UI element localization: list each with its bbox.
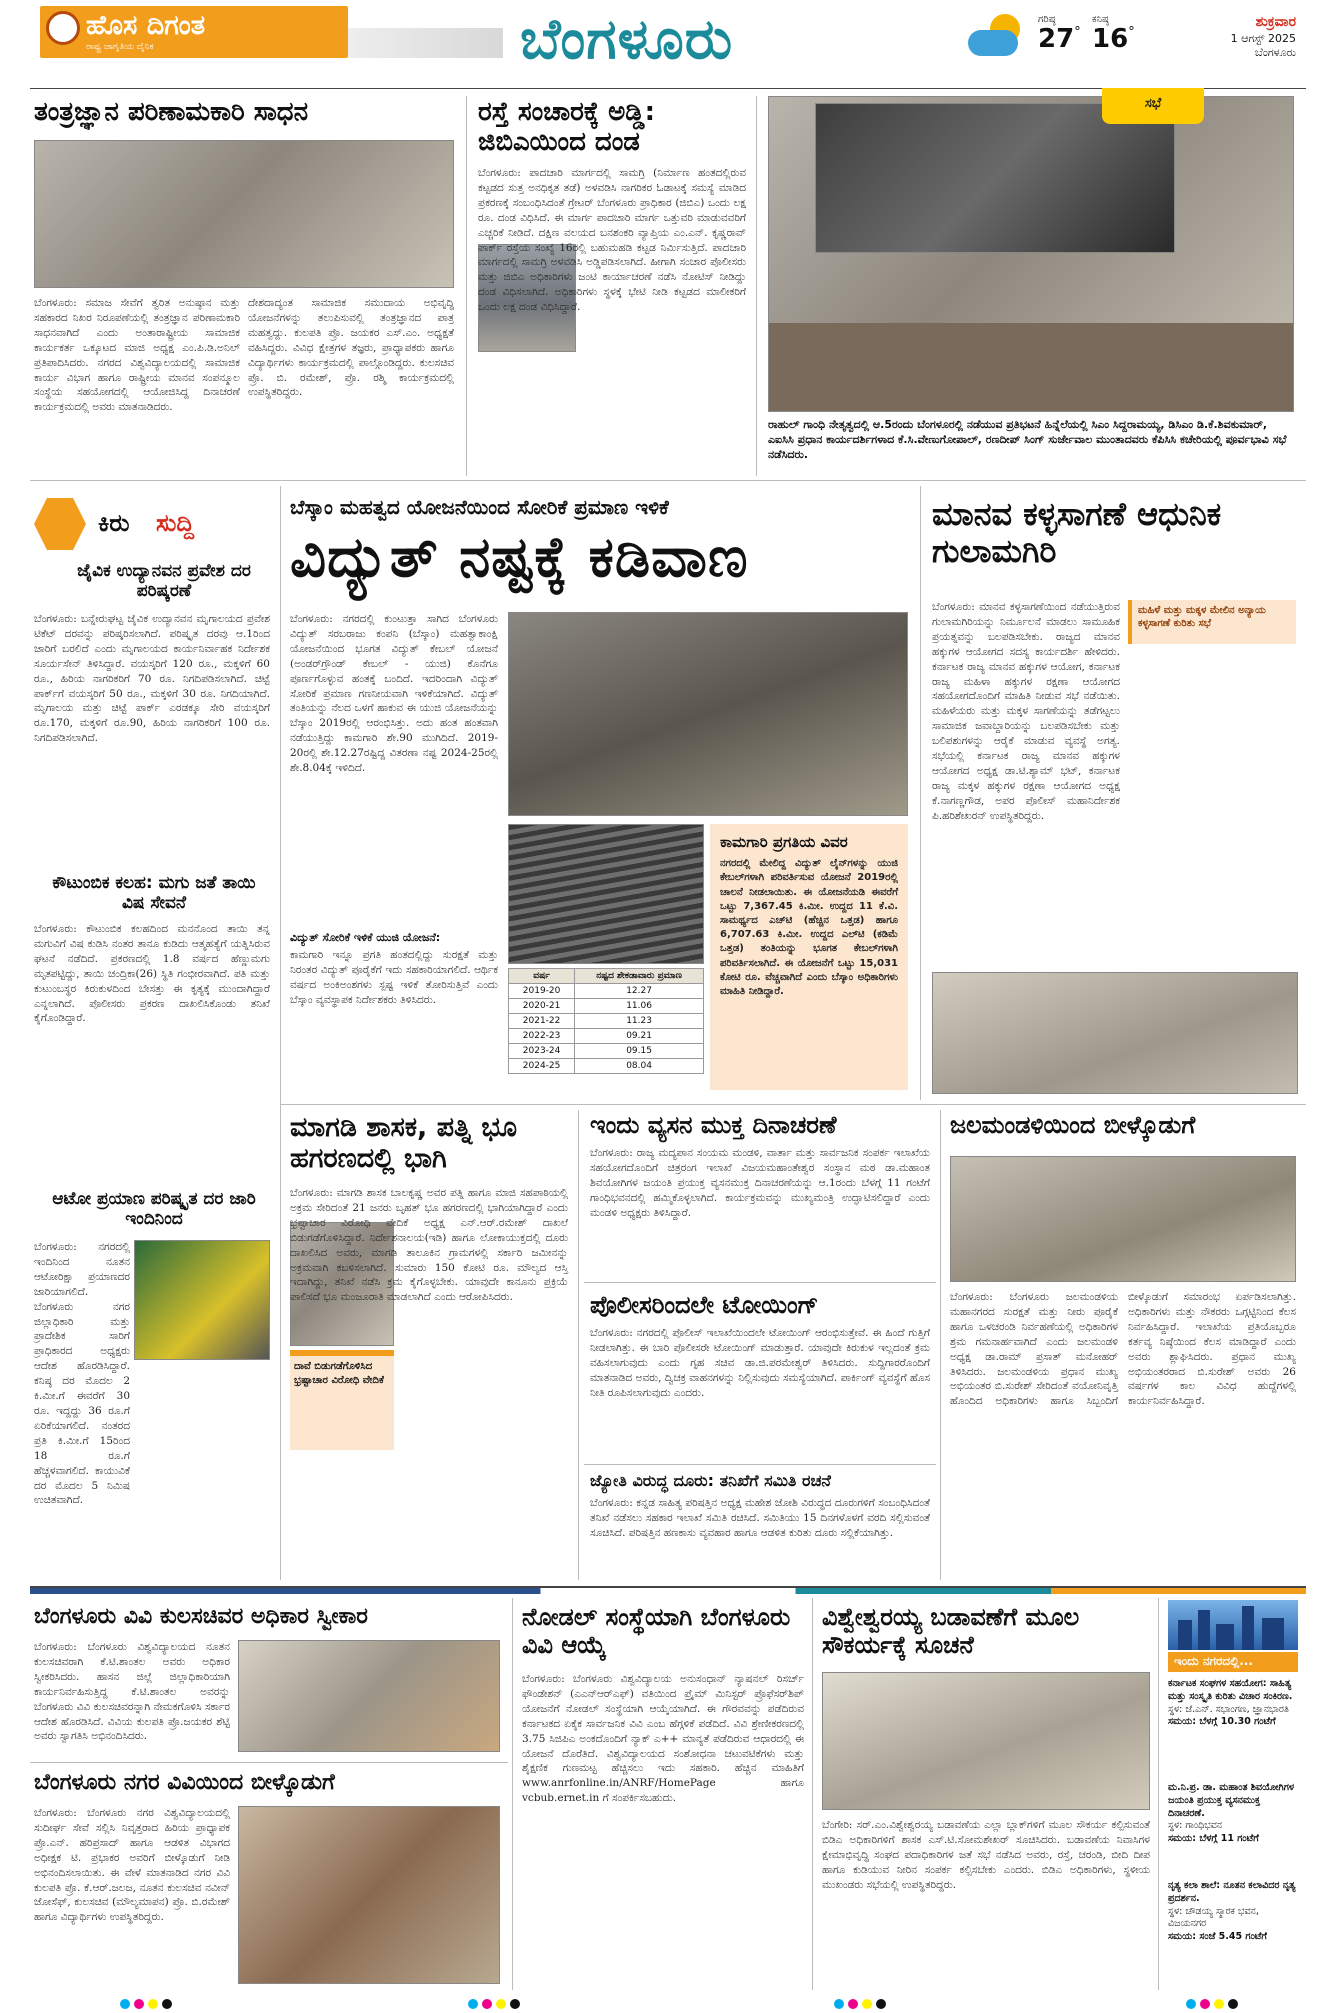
table-cell: 2021-22 [509,1014,575,1029]
meeting-hall-photo [932,972,1298,1094]
brief-headline: ಜೈವಿಕ ಉದ್ಯಾನವನ ಪ್ರವೇಶ ದರ ಪರಿಷ್ಕರಣೆ [77,561,251,601]
table-row [509,1044,704,1059]
city-skyline-icon [1168,1600,1298,1650]
table-row [509,1014,704,1029]
logo [40,6,348,58]
body: ಬೆಂಗಳೂರು: ಬೆಂಗಳೂರು ಜಲಮಂಡಳಿಯ ಮಹಾನಗರದ ಸುರಕ್ಷತೆ ಮತ್ತು ನೀರು ಪೂರೈಕೆ ಹಾಗೂ ಒಳಚರಂಡಿ ನಿರ್ವಹಣೆಯಲ್ಲಿ ಅಧಿಕಾರಿಗಳ ಶ್ರಮ ಗಮನಾರ್ಹವಾಗಿದೆ ಎಂದು ಜಲಮಂಡಳಿ ಅಧ್ಯಕ್ಷ ಡಾ.ರಾಮ್ ಪ್ರಸಾತ್ ಮನೋಹರ್ ತಿಳಿಸಿದರು. ಜಲಮಂಡಳಿಯ ಪ್ರಧಾನ ಮುಖ್ಯ ಅಭಿಯಂತರ ಬಿ.ಸುರೇಶ್ ಸೇರಿದಂತೆ ವಯೋನಿವೃತ್ತಿ ಹೊಂದಿದ ಅಧಿಕಾರಿಗಳು ಹಾಗೂ ಸಿಬ್ಬಂದಿಗೆ ಬೀಳ್ಕೊಡುಗೆ ಸಮಾರಂಭ ಏರ್ಪಡಿಸಲಾಗಿತ್ತು. ಅಧಿಕಾರಿಗಳು ಮತ್ತು ನೌಕರರು ಒಗ್ಗಟ್ಟಿನಿಂದ ಕೆಲಸ ನಿರ್ವಹಿಸಿದ್ದಾರೆ. ಇಲಾಖೆಯ ಪ್ರತಿಯೊಬ್ಬರೂ ಕರ್ತವ್ಯ ನಿಷ್ಠೆಯಿಂದ ಕೆಲಸ ಮಾಡಿದ್ದಾರೆ ಎಂದು ಅವರು ಶ್ಲಾಘಿಸಿದರು. ಪ್ರಧಾನ ಮುಖ್ಯ ಅಭಿಯಂತರರಾದ ಬಿ.ಸುರೇಶ್ ಅವರು 26 ವರ್ಷಗಳ ಕಾಲ ವಿವಿಧ ಹುದ್ದೆಗಳಲ್ಲಿ ಕಾರ್ಯನಿರ್ವಹಿಸಿದ್ದಾರೆ. [950,1291,1296,1408]
table-cell: 12.27 [575,984,704,999]
headline: ನೋಡಲ್ ಸಂಸ್ಥೆಯಾಗಿ ಬೆಂಗಳೂರು ವಿವಿ ಆಯ್ಕೆ [522,1603,791,1659]
table-row [509,984,704,999]
table-cell: 09.21 [575,1029,704,1044]
body: ಕಾಮಗಾರಿ ಇನ್ನೂ ಪ್ರಗತಿ ಹಂತದಲ್ಲಿದ್ದು ಸುರಕ್ಷತೆ ಮತ್ತು ನಿರಂತರ ವಿದ್ಯುತ್ ಪೂರೈಕೆಗೆ ಇದು ಸಹಕಾರಿಯಾಗಲಿದೆ. ಆರ್ಥಿಕ ವರ್ಷದ ಅಂಕಿಅಂಶಗಳು ಸ್ಪಷ್ಟ ಇಳಿಕೆ ತೋರಿಸುತ್ತಿವೆ ಎಂದು ಬೆಸ್ಕಾಂ ವ್ಯವಸ್ಥಾಪಕ ನಿರ್ದೇಶಕರು ತಿಳಿಸಿದರು. [290,949,498,1006]
weather-max: ಗರಿಷ್ಠ 27° [1038,14,1081,54]
weather-max-label: ಗರಿಷ್ಠ [1038,14,1056,25]
body-cont [400,1224,568,1578]
brief-body: ಬೆಂಗಳೂರು: ಕೌಟುಂಬಿಕ ಕಲಹದಿಂದ ಮನನೊಂದ ತಾಯಿ ತನ್ನ ಮಗುವಿಗೆ ವಿಷ ಕುಡಿಸಿ ನಂತರ ತಾನೂ ಕುಡಿದು ಆತ್ಮಹತ್ಯೆಗೆ ಯತ್ನಿಸಿರುವ ಘಟನೆ ನಡೆದಿದೆ. ಪ್ರಕರಣದಲ್ಲಿ 1.8 ವರ್ಷದ ಹೆಣ್ಣುಮಗು ಮೃತಪಟ್ಟಿದ್ದು, ತಾಯಿ ಚಂದ್ರಿಕಾ(26) ಸ್ಥಿತಿ ಗಂಭೀರವಾಗಿದೆ. ಪತಿ ಮತ್ತು ಕುಟುಂಬಸ್ಥರ ಕಿರುಕುಳದಿಂದ ಬೇಸತ್ತು ಈ ಕೃತ್ಯಕ್ಕೆ ಮುಂದಾಗಿದ್ದಾರೆ ಎನ್ನಲಾಗಿದೆ. ಪೊಲೀಸರು ಪ್ರಕರಣ ದಾಖಲಿಸಿಕೊಂಡು ತನಿಖೆ ಕೈಗೊಂಡಿದ್ದಾರೆ. [34,923,270,1025]
weekday: ಶುಕ್ರವಾರ [1255,14,1296,30]
brief-body: ಬೆಂಗಳೂರು: ಬನ್ನೇರುಘಟ್ಟ ಜೈವಿಕ ಉದ್ಯಾನವನ ಮೃಗಾಲಯದ ಪ್ರವೇಶ ಟಿಕೆಟ್ ದರವನ್ನು ಪರಿಷ್ಕರಿಸಲಾಗಿದೆ. ಪರಿಷ್ಕೃತ ದರವು ಆ.1ರಿಂದ ಜಾರಿಗೆ ಬರಲಿದೆ ಎಂದು ಮೃಗಾಲಯದ ಕಾರ್ಯನಿರ್ವಾಹಕ ನಿರ್ದೇಶಕ ಸೂರ್ಯಸೇನ್ ತಿಳಿಸಿದ್ದಾರೆ. ವಯಸ್ಕರಿಗೆ 120 ರೂ., ಮಕ್ಕಳಿಗೆ 60 ರೂ., ಹಿರಿಯ ನಾಗರಿಕರಿಗೆ 70 ರೂ. ನಿಗದಿಪಡಿಸಲಾಗಿದೆ. ಚಿಟ್ಟೆ ಪಾರ್ಕ್‌ಗೆ ವಯಸ್ಕರಿಗೆ 50 ರೂ., ಮಕ್ಕಳಿಗೆ 30 ರೂ. ನಿಗದಿಯಾಗಿದೆ. ಮೃಗಾಲಯ ಮತ್ತು ಚಿಟ್ಟೆ ಪಾರ್ಕ್ ಎರಡಕ್ಕೂ ಸೇರಿ ವಯಸ್ಕರಿಗೆ ರೂ.170, ಮಕ್ಕಳಿಗೆ ರೂ.90, ಹಿರಿಯ ನಾಗರಿಕರಿಗೆ 100 ರೂ. ನಿಗದಿಪಡಿಸಲಾಗಿದೆ. [34,613,270,745]
table-cell: 09.15 [575,1044,704,1059]
logo-text: ಹೊಸ ದಿಗಂತ [86,10,206,41]
table-cell: 2020-21 [509,999,575,1014]
loss-table [508,968,704,1074]
body: ಬೆಂಗಳೂರು: ಸಮಾಜ ಸೇವೆಗೆ ತ್ವರಿತ ಅನುಷ್ಠಾನ ಮತ್ತು ಸಹಕಾರದ ನಿಖರ ನಿರೂಪಣೆಯಲ್ಲಿ ತಂತ್ರಜ್ಞಾನ ಪರಿಣಾಮಕಾರಿ ಸಾಧನವಾಗಿದೆ ಎಂದು ಅಂತಾರಾಷ್ಟ್ರೀಯ ಸಾಮಾಜಿಕ ಕಾರ್ಯಕರ್ತ ಒಕ್ಕೂಟದ ಮಾಜಿ ಅಧ್ಯಕ್ಷ ಎಂ.ಪಿ.ಡಿ.ಅನಿಲ್ ಪ್ರತಿಪಾದಿಸಿದರು. ನಗರದ ವಿಶ್ವವಿದ್ಯಾಲಯದಲ್ಲಿ ಸಾಮಾಜಿಕ ಕಾರ್ಯ ವಿಭಾಗ ಹಾಗೂ ರಾಷ್ಟ್ರೀಯ ಮಾನವ ಸಂಪನ್ಮೂಲ ಸಂಸ್ಥೆಯ ಸಹಯೋಗದಲ್ಲಿ ಆಯೋಜಿಸಿದ್ದ ದಿನಾಚರಣೆ ಕಾರ್ಯಕ್ರಮದಲ್ಲಿ ಅವರು ಮಾತನಾಡಿದರು. [34,297,240,414]
farewell-photo [950,1156,1296,1282]
body: ಬೆಂಗಳೂರು: ಮಾನವ ಕಳ್ಳಸಾಗಣೆಯಿಂದ ನಡೆಯುತ್ತಿರುವ ಗುಲಾಮಗಿರಿಯನ್ನು ನಿರ್ಮೂಲನೆ ಮಾಡಲು ಸಾಮೂಹಿಕ ಪ್ರಯತ್ನವನ್ನು ಬಲಪಡಿಸಬೇಕು. ರಾಜ್ಯದ ಮಾನವ ಹಕ್ಕುಗಳ ಆಯೋಗದ ಸದಸ್ಯ ಕಾರ್ಯದರ್ಶಿ ಹೇಳಿದರು. ಕರ್ನಾಟಕ ರಾಜ್ಯ ಮಾನವ ಹಕ್ಕುಗಳ ಆಯೋಗ, ಕರ್ನಾಟಕ ರಾಜ್ಯ ಮಹಿಳಾ ಹಕ್ಕುಗಳ ರಕ್ಷಣಾ ಆಯೋಗದ ಸಹಯೋಗದೊಂದಿಗೆ ಮಾಹಿತಿ ನೀಡುವ ಸಭೆ ನಡೆಯಿತು. ಮಹಿಳೆಯರು ಮತ್ತು ಮಕ್ಕಳ ಸಾಗಣೆಯನ್ನು ತಡೆಗಟ್ಟಲು ಸಾಮಾಜಿಕ ಜವಾಬ್ದಾರಿಯನ್ನು ಬಲಪಡಿಸಬೇಕು ಮತ್ತು ಬಲಿಪಶುಗಳನ್ನು ಆರೈಕೆ ಮಾಡುವ ವ್ಯವಸ್ಥೆ ಅಗತ್ಯ. ಸಭೆಯಲ್ಲಿ ಕರ್ನಾಟಕ ರಾಜ್ಯ ಮಾನವ ಹಕ್ಕುಗಳ ಆಯೋಗದ ಅಧ್ಯಕ್ಷ ಡಾ.ಟಿ.ಶ್ಯಾಮ್ ಭಟ್, ಕರ್ನಾಟಕ ರಾಜ್ಯ ಮಕ್ಕಳ ಹಕ್ಕುಗಳ ರಕ್ಷಣಾ ಆಯೋಗದ ಅಧ್ಯಕ್ಷ ಕೆ.ನಾಗಣ್ಣಗೌಡ, ಅಪರ ಪೊಲೀಸ್ ಮಹಾನಿರ್ದೇಶಕ ಪಿ.ಹರಿಶೇಖರನ್ ಉಪಸ್ಥಿತರಿದ್ದರು. [932,601,1120,822]
events-title: ಇಂದು ನಗರದಲ್ಲಿ... [1168,1652,1298,1672]
layout-meeting-photo [822,1672,1150,1810]
masthead [0,0,1334,88]
weather-min: ಕನಿಷ್ಠ 16° [1092,14,1135,54]
headline: ವಿಶ್ವೇಶ್ವರಯ್ಯ ಬಡಾವಣೆಗೆ ಮೂಲ ಸೌಕರ್ಯಕ್ಕೆ ಸೂಚನೆ [822,1603,1080,1659]
table-row [509,1029,704,1044]
body: ಬೆಂಗಳೂರು: ಬೆಂಗಳೂರು ವಿಶ್ವವಿದ್ಯಾಲಯದ ನೂತನ ಕುಲಸಚಿವರಾಗಿ ಕೆ.ಟಿ.ಶಾಂತಲ ಅವರು ಅಧಿಕಾರ ಸ್ವೀಕರಿಸಿದರು. ಹಾಸನ ಜಿಲ್ಲೆ ಜಿಲ್ಲಾಧಿಕಾರಿಯಾಗಿ ಕಾರ್ಯನಿರ್ವಹಿಸುತ್ತಿದ್ದ ಕೆ.ಟಿ.ಶಾಂತಲ ಅವರನ್ನು ಬೆಂಗಳೂರು ವಿವಿ ಕುಲಸಚಿವರನ್ನಾಗಿ ನೇಮಕಗೊಳಿಸಿ ಸರ್ಕಾರ ಆದೇಶ ಹೊರಡಿಸಿದೆ. ವಿವಿಯ ಕುಲಪತಿ ಪ್ರೊ.ಜಯಕರ ಶೆಟ್ಟಿ ಅವರು ಸ್ವಾಗತಿಸಿ ಅಭಿನಂದಿಸಿದರು. [34,1641,230,1743]
brief-headline: ಆಟೋ ಪ್ರಯಾಣ ಪರಿಷ್ಕೃತ ದರ ಜಾರಿ ಇಂದಿನಿಂದ [52,1189,256,1229]
box-body: ನಗರದಲ್ಲಿ ಮೇಲಿದ್ದ ವಿದ್ಯುತ್ ಲೈನ್‌ಗಳನ್ನು ಯುಜಿ ಕೇಬಲ್‌ಗಳಾಗಿ ಪರಿವರ್ತಿಸುವ ಯೋಜನೆ 2019ರಲ್ಲಿ ಚಾಲನೆ ನೀಡಲಾಯಿತು. ಈ ಯೋಜನೆಯಡಿ ಈವರೆಗೆ ಒಟ್ಟು 7,367.45 ಕಿ.ಮೀ. ಉದ್ದದ 11 ಕೆ.ವಿ. ಸಾಮರ್ಥ್ಯದ ಎಚ್‌ಟಿ (ಹೆಚ್ಚಿನ ಒತ್ತಡ) ಹಾಗೂ 6,707.63 ಕಿ.ಮೀ. ಉದ್ದದ ಎಲ್‌ಟಿ (ಕಡಿಮೆ ಒತ್ತಡ) ತಂತಿಯನ್ನು ಭೂಗತ ಕೇಬಲ್‌ಗಳಾಗಿ ಪರಿವರ್ತಿಸಲಾಗಿದೆ. ಈ ಯೋಜನೆಗೆ ಒಟ್ಟು 15,031 ಕೋಟಿ ರೂ. ವೆಚ್ಚವಾಗಿದೆ ಎಂದು ಬೆಸ್ಕಾಂ ಅಧಿಕಾರಿಗಳು ಮಾಹಿತಿ ನೀಡಿದ್ದಾರೆ. [720,858,898,997]
table-cell: 2019-20 [509,984,575,999]
brief-body: ಬೆಂಗಳೂರು: ನಗರದಲ್ಲಿ ಇಂದಿನಿಂದ ನೂತನ ಆಟೋರಿಕ್ಷಾ ಪ್ರಯಾಣದರ ಜಾರಿಯಾಗಲಿದೆ. ಬೆಂಗಳೂರು ನಗರ ಜಿಲ್ಲಾಧಿಕಾರಿ ಮತ್ತು ಪ್ರಾದೇಶಿಕ ಸಾರಿಗೆ ಪ್ರಾಧಿಕಾರದ ಅಧ್ಯಕ್ಷರು ಆದೇಶ ಹೊರಡಿಸಿದ್ದಾರೆ. ಕನಿಷ್ಠ ದರ ಮೊದಲ 2 ಕಿ.ಮೀ.ಗೆ ಈವರೆಗೆ 30 ರೂ. ಇದ್ದದ್ದು 36 ರೂ.ಗೆ ಏರಿಕೆಯಾಗಲಿದೆ. ನಂತರದ ಪ್ರತಿ ಕಿ.ಮೀ.ಗೆ 15ರಿಂದ 18 ರೂ.ಗೆ ಹೆಚ್ಚಳವಾಗಲಿದೆ. ಕಾಯುವಿಕೆ ದರ ಮೊದಲ 5 ನಿಮಿಷ ಉಚಿತವಾಗಿದೆ. [34,1241,130,1507]
masthead-stripe [348,28,503,58]
body-cont [1128,650,1296,964]
headline: ಪೊಲೀಸರಿಂದಲೇ ಟೋಯಿಂಗ್ [590,1291,819,1319]
brief-headline: ಕೌಟುಂಬಿಕ ಕಲಹ: ಮಗು ಜತೆ ತಾಯಿ ವಿಷ ಸೇವನೆ [52,873,256,913]
photo [34,140,454,288]
registrar-photo [238,1640,500,1752]
pointing-hand-icon [34,498,86,550]
brief-body-cont [34,1310,130,1360]
weather-icon [966,14,1028,60]
auto-rickshaw-photo [134,1240,270,1360]
body: ಬೆಂಗಳೂರು: ಬೆಂಗಳೂರು ನಗರ ವಿಶ್ವವಿದ್ಯಾಲಯದಲ್ಲಿ ಸುದೀರ್ಘ ಸೇವೆ ಸಲ್ಲಿಸಿ ನಿವೃತ್ತರಾದ ಹಿರಿಯ ಪ್ರಾಧ್ಯಾಪಕ ಪ್ರೊ.ಎನ್. ಹರಿಪ್ರಸಾದ್ ಹಾಗೂ ಆಡಳಿತ ವಿಭಾಗದ ಅಧೀಕ್ಷಕ ಟಿ. ಪ್ರಭಾಕರ ಅವರಿಗೆ ಬೀಳ್ಕೊಡುಗೆ ನೀಡಿ ಅಭಿನಂದಿಸಲಾಯಿತು. ಈ ವೇಳೆ ಮಾತನಾಡಿದ ನಗರ ವಿವಿ ಕುಲಪತಿ ಪ್ರೊ. ಕೆ.ಆರ್.ಜಲಜ, ನೂತನ ಕುಲಸಚಿವ ನವೀನ್ ಜೋಸೆಫ್, ಕುಲಸಚಿವ (ಮೌಲ್ಯಮಾಪನ) ಪ್ರೊ. ಬಿ.ರಮೇಶ್ ಹಾಗೂ ವಿದ್ಯಾರ್ಥಿಗಳು ಉಪಸ್ಥಿತರಿದ್ದರು. [34,1807,230,1924]
meeting-photo [768,96,1294,412]
registration-marks [0,1994,1334,2008]
table-cell: 2022-23 [509,1029,575,1044]
screen [815,103,1175,253]
farewell-ceremony-photo [238,1806,500,1984]
headline: ಮಾಗಡಿ ಶಾಸಕ, ಪತ್ನಿ ಭೂ ಹಗರಣದಲ್ಲಿ ಭಾಗಿ [290,1112,518,1175]
body: ಬೆಂಗಳೂರು: ರಾಜ್ಯ ಮದ್ಯಪಾನ ಸಂಯಮ ಮಂಡಳಿ, ವಾರ್ತಾ ಮತ್ತು ಸಾರ್ವಜನಿಕ ಸಂಪರ್ಕ ಇಲಾಖೆಯ ಸಹಯೋಗದೊಂದಿಗೆ ಚಿತ್ರರಂಗ ಇಲಾಖೆ ವಿಜಯಮಹಾಂತೇಶ್ವರ ಸಂಸ್ಥಾನ ಮಠ ಡಾ.ಮಹಾಂತ ಶಿವಯೋಗಿಗಳ ಜಯಂತಿ ಪ್ರಯುಕ್ತ ವ್ಯಸನಮುಕ್ತ ದಿನಾಚರಣೆಯನ್ನು ಆ.1ರಂದು ಬೆಳಗ್ಗೆ 11 ಗಂಟೆಗೆ ಗಾಂಧಿಭವನದಲ್ಲಿ ಹಮ್ಮಿಕೊಳ್ಳಲಾಗಿದೆ. ಕಾರ್ಯಕ್ರಮವನ್ನು ಮುಖ್ಯಮಂತ್ರಿ ಉದ್ಘಾಟಿಸಲಿದ್ದಾರೆ ಎಂದು ಮಂಡಳಿ ಅಧ್ಯಕ್ಷರು ತಿಳಿಸಿದ್ದಾರೆ. [590,1147,930,1219]
body: ಬೆಂಗಳೂರು: ನಗರದಲ್ಲಿ ಕುಂಟುತ್ತಾ ಸಾಗಿದ ಬೆಂಗಳೂರು ವಿದ್ಯುತ್ ಸರಬರಾಜು ಕಂಪನಿ (ಬೆಸ್ಕಾಂ) ಮಹತ್ವಾಕಾಂಕ್ಷಿ ಯೋಜನೆಯಿಂದ ಭೂಗತ ವಿದ್ಯುತ್ ಕೇಬಲ್ ಯೋಜನೆ (ಅಂಡರ್‌ಗ್ರೌಂಡ್ ಕೇಬಲ್ - ಯುಜಿ) ಕೊನೆಗೂ ಪೂರ್ಣಗೊಳ್ಳುವ ಹಂತಕ್ಕೆ ಬಂದಿದೆ. ಇದರಿಂದಾಗಿ ವಿದ್ಯುತ್ ಸೋರಿಕೆ ಪ್ರಮಾಣ ಗಣನೀಯವಾಗಿ ಇಳಿಕೆಯಾಗಿದೆ. ವಿದ್ಯುತ್ ತಂತಿಯನ್ನು ನೆಲದ ಒಳಗೆ ಹಾಕುವ ಈ ಯುಜಿ ಯೋಜನೆಯನ್ನು ಬೆಸ್ಕಾಂ 2019ರಲ್ಲಿ ಆರಂಭಿಸಿತ್ತು. ಅದು ಹಂತ ಹಂತವಾಗಿ ನಡೆಯುತ್ತಿದ್ದು ಕಾಮಗಾರಿ ಶೇ.90 ಮುಗಿದಿದೆ. 2019-20ರಲ್ಲಿ ಶೇ.12.27ರಷ್ಟಿದ್ದ ವಿತರಣಾ ನಷ್ಟ 2024-25ರಲ್ಲಿ ಶೇ.8.04ಕ್ಕೆ ಇಳಿದಿದೆ. [290,613,498,775]
kicker: ಬೆಸ್ಕಾಂ ಮಹತ್ವದ ಯೋಜನೆಯಿಂದ ಸೋರಿಕೆ ಪ್ರಮಾಣ ಇಳಿಕೆ [290,495,669,519]
body: ದೇಶದಾದ್ಯಂತ ಸಾಮಾಜಿಕ ಸಮುದಾಯ ಅಭಿವೃದ್ಧಿ ಯೋಜನೆಗಳನ್ನು ತಲುಪಿಸುವಲ್ಲಿ ತಂತ್ರಜ್ಞಾನದ ಪಾತ್ರ ಮಹತ್ವದ್ದು. ಕುಲಪತಿ ಪ್ರೊ. ಜಯಕರ ಎಸ್.ಎಂ. ಅಧ್ಯಕ್ಷತೆ ವಹಿಸಿದ್ದರು. ವಿವಿಧ ಕ್ಷೇತ್ರಗಳ ತಜ್ಞರು, ಪ್ರಾಧ್ಯಾಪಕರು ಹಾಗೂ ವಿದ್ಯಾರ್ಥಿಗಳು ಕಾರ್ಯಕ್ರಮದಲ್ಲಿ ಪಾಲ್ಗೊಂಡಿದ್ದರು. ಕುಲಸಚಿವ ಪ್ರೊ. ಬಿ. ರಮೇಶ್, ಪ್ರೊ. ರಶ್ಮಿ ಕಾರ್ಯಕ್ರಮದಲ್ಲಿ ಉಪಸ್ಥಿತರಿದ್ದರು. [248,297,454,399]
headline: ಜಲಮಂಡಳಿಯಿಂದ ಬೀಳ್ಕೊಡುಗೆ [950,1111,1196,1139]
table-row [509,1059,704,1074]
logo-emblem-icon [46,11,80,45]
progress-box [710,824,908,1090]
color-stripe [30,1588,1306,1594]
table-row [509,999,704,1014]
table-header: ನಷ್ಟದ ಶೇಕಡಾವಾರು ಪ್ರಮಾಣ [575,969,704,984]
pull-quote: ಮಹಿಳೆ ಮತ್ತು ಮಕ್ಕಳ ಮೇಲಿನ ಅನ್ಯಾಯ ಕಳ್ಳಸಾಗಣೆ ಕುರಿತು ಸಭೆ [1128,600,1296,644]
table-cell: 2024-25 [509,1059,575,1074]
caption: ರಾಹುಲ್ ಗಾಂಧಿ ನೇತೃತ್ವದಲ್ಲಿ ಆ.5ರಂದು ಬೆಂಗಳೂರಲ್ಲಿ ನಡೆಯುವ ಪ್ರತಿಭಟನೆ ಹಿನ್ನೆಲೆಯಲ್ಲಿ ಸಿಎಂ ಸಿದ್ದರಾಮಯ್ಯ, ಡಿಸಿಎಂ ಡಿ.ಕೆ.ಶಿವಕುಮಾರ್, ಎಐಸಿಸಿ ಪ್ರಧಾನ ಕಾರ್ಯದರ್ಶಿಗಳಾದ ಕೆ.ಸಿ.ವೇಣುಗೋಪಾಲ್, ರಣದೀಪ್ ಸಿಂಗ್ ಸುರ್ಜೇವಾಲ ಮುಂತಾದವರು ಕೆಪಿಸಿಸಿ ಕಚೇರಿಯಲ್ಲಿ ಪೂರ್ವಭಾವಿ ಸಭೆ ನಡೆಸಿದರು. [768,418,1287,461]
headline: ಇಂದು ವ್ಯಸನ ಮುಕ್ತ ದಿನಾಚರಣೆ [590,1111,837,1139]
table-cell: 11.06 [575,999,704,1014]
date: 1 ಆಗಸ್ಟ್ 2025 [1230,32,1296,46]
table-cell: 11.23 [575,1014,704,1029]
body: ಬೆಂಗಳೂರು: ಬೆಂಗಳೂರು ವಿಶ್ವವಿದ್ಯಾಲಯ ಅನುಸಂಧಾನ್ ನ್ಯಾಷನಲ್ ರಿಸರ್ಚ್ ಫೌಂಡೇಶನ್ (ಎಎನ್‌ಆರ್‌ಎಫ್) ವತಿಯಿಂದ ಪ್ರೈಮ್ ಮಿನಿಸ್ಟರ್ ಪ್ರೊಫೆಸರ್‌ಶಿಪ್ ಯೋಜನೆಗೆ ನೋಡಲ್ ಸಂಸ್ಥೆಯಾಗಿ ಆಯ್ಕೆಯಾಗಿದೆ. ಈ ಗೌರವವನ್ನು ಪಡೆದಿರುವ ಕರ್ನಾಟಕದ ಏಕೈಕ ಸಾರ್ವಜನಿಕ ವಿವಿ ಎಂಬ ಹೆಗ್ಗಳಿಕೆ ಪಡೆದಿದೆ. ವಿವಿ ಶ್ರೇಣೀಕರಣದಲ್ಲಿ 3.75 ಸಿಜಿಪಿಎ ಅಂಕದೊಂದಿಗೆ ನ್ಯಾಕ್ ಎ++ ಮಾನ್ಯತೆ ಪಡೆದಿರುವ ಆಧಾರದಲ್ಲಿ ಈ ಯೋಜನೆ ದೊರೆತಿದೆ. ವಿಶ್ವವಿದ್ಯಾಲಯದ ಸಂಶೋಧನಾ ಚಟುವಟಿಕೆಗಳು ಮತ್ತು ಶೈಕ್ಷಣಿಕ ಗುಣಮಟ್ಟ ಹೆಚ್ಚಿಸಲು ಇದು ಸಹಕಾರಿ. ಹೆಚ್ಚಿನ ಮಾಹಿತಿಗೆ www.anrfonline.in/ANRF/HomePage ಹಾಗೂ vcbub.ernet.in ಗೆ ಸಂಪರ್ಕಿಸಬಹುದು. [522,1673,804,1805]
headline: ವಿದ್ಯುತ್ ನಷ್ಟಕ್ಕೆ ಕಡಿವಾಣ [290,525,749,590]
table-cell: 08.04 [575,1059,704,1074]
event-item: ಕರ್ನಾಟಕ ಸಂಘಗಳ ಸಹಯೋಗ: ಸಾಹಿತ್ಯ ಮತ್ತು ಸಂಸ್ಕೃತಿ ಕುರಿತು ವಿಚಾರ ಸಂಕಿರಣ. ಸ್ಥಳ: ಜೆ.ಎನ್. ಸಭಾಂಗಣ, ಜ್ಞಾನಭಾರತಿ ಸಮಯ: ಬೆಳಗ್ಗೆ 10.30 ಗಂಟೆಗೆ [1168,1678,1293,1728]
kirusuddi-label: ಕಿರು ಸುದ್ದಿ [34,496,270,554]
box-title: ಕಾಮಗಾರಿ ಪ್ರಗತಿಯ ವಿವರ [720,833,848,851]
cables-photo [508,824,704,964]
date-block [1168,14,1296,60]
headline: ತಂತ್ರಜ್ಞಾನ ಪರಿಣಾಮಕಾರಿ ಸಾಧನ [34,97,309,127]
event-item: ನೃತ್ಯ ಕಲಾ ಶಾಲೆ: ನೂತನ ಕಲಾವಿದರ ನೃತ್ಯ ಪ್ರದರ್ಶನ. ಸ್ಥಳ: ಚೌಡಯ್ಯ ಸ್ಮಾರಕ ಭವನ, ವಿಜಯನಗರ ಸಮಯ: ಸಂಜೆ 5.45 ಗಂಟೆಗೆ [1168,1880,1296,1943]
body: ಬೆಂಗೇರಿ: ಸರ್.ಎಂ.ವಿಶ್ವೇಶ್ವರಯ್ಯ ಬಡಾವಣೆಯ ಎಲ್ಲಾ ಬ್ಲಾಕ್‌ಗಳಿಗೆ ಮೂಲ ಸೌಕರ್ಯ ಕಲ್ಪಿಸುವಂತೆ ಬಿಡಿಎ ಅಧಿಕಾರಿಗಳಿಗೆ ಶಾಸಕ ಎಸ್.ಟಿ.ಸೋಮಶೇಖರ್ ಸೂಚಿಸಿದರು. ಬಡಾವಣೆಯ ನಿವಾಸಿಗಳ ಕ್ಷೇಮಾಭಿವೃದ್ಧಿ ಸಂಘದ ಪದಾಧಿಕಾರಿಗಳ ಜತೆ ಸಭೆ ನಡೆಸಿದ ಅವರು, ರಸ್ತೆ, ಚರಂಡಿ, ಬೀದಿ ದೀಪ ಹಾಗೂ ಕುಡಿಯುವ ನೀರಿನ ಸಂಪರ್ಕ ಕಲ್ಪಿಸಬೇಕು ಎಂದರು. ಬಿಡಿಎ ಅಧಿಕಾರಿಗಳು, ಸ್ಥಳೀಯ ಮುಖಂಡರು ಸಭೆಯಲ್ಲಿ ಉಪಸ್ಥಿತರಿದ್ದರು. [822,1819,1150,1891]
edition-city: ಬೆಂಗಳೂರು [1254,46,1296,60]
headline: ಬೆಂಗಳೂರು ವಿವಿ ಕುಲಸಚಿವರ ಅಧಿಕಾರ ಸ್ವೀಕಾರ [34,1604,368,1629]
city-title: ಬೆಂಗಳೂರು [520,7,734,72]
weather-max-value: 27 [1038,24,1075,54]
body: ಬೆಂಗಳೂರು: ಪಾದಚಾರಿ ಮಾರ್ಗದಲ್ಲಿ ಸಾಮಗ್ರಿ (ನಿರ್ಮಾಣ ಹಂತದಲ್ಲಿರುವ ಕಟ್ಟಡದ ಸುತ್ತ ಅನಧಿಕೃತ ತಡೆ) ಅಳವಡಿಸಿ ನಾಗರಿಕರ ಓಡಾಟಕ್ಕೆ ಸಮಸ್ಯೆ ಮಾಡಿದ ಪ್ರಕರಣಕ್ಕೆ ಸಂಬಂಧಿಸಿದಂತೆ ಗ್ರೇಟರ್ ಬೆಂಗಳೂರು ಪ್ರಾಧಿಕಾರ (ಜಿಬಿಎ) ಒಂದು ಲಕ್ಷ ರೂ. ದಂಡ ವಿಧಿಸಿದೆ. ಈ ಮಾರ್ಗ ಪಾದಚಾರಿ ಮಾರ್ಗ ಒತ್ತುವರಿ ಮಾಡುವವರಿಗೆ ಎಚ್ಚರಿಕೆ ನೀಡಿದೆ. ದಕ್ಷಿಣ ವಲಯದ ಬನಶಂಕರಿ ವ್ಯಾಪ್ತಿಯ ಎಂ.ಎನ್. ಕೃಷ್ಣರಾವ್ ಪಾರ್ಕ್ ರಸ್ತೆಯ ಸಂಖ್ಯೆ 16ರಲ್ಲಿ ಬಹುಮಹಡಿ ಕಟ್ಟಡ ನಿರ್ಮಿಸುತ್ತಿದೆ. ಪಾದಚಾರಿ ಮಾರ್ಗದಲ್ಲಿ ಸಾಮಗ್ರಿ ಅಳವಡಿಸಿ ಅಡ್ಡಿಪಡಿಸಲಾಗಿದೆ. ಹೀಗಾಗಿ ಸಂಚಾರ ಪೊಲೀಸರು ಮತ್ತು ಜಿಬಿಎ ಅಧಿಕಾರಿಗಳು ಜಂಟಿ ಕಾರ್ಯಾಚರಣೆ ನಡೆಸಿ ನೋಟಿಸ್ ನೀಡಿದ್ದು ದಂಡ ವಿಧಿಸಲಾಗಿದೆ. ಅಧಿಕಾರಿಗಳು ಸ್ಥಳಕ್ಕೆ ಭೇಟಿ ನೀಡಿ ಕಟ್ಟಡದ ಮಾಲೀಕರಿಗೆ ಒಂದು ಲಕ್ಷ ದಂಡ ವಿಧಿಸಿದ್ದಾರೆ. [478,167,746,314]
excavation-photo [508,612,908,816]
headline: ರಸ್ತೆ ಸಂಚಾರಕ್ಕೆ ಅಡ್ಡಿ: ಜಿಬಿಎಯಿಂದ ದಂಡ [478,97,655,157]
subhead: ವಿದ್ಯುತ್ ಸೋರಿಕೆ ಇಳಿಕೆ ಯುಜಿ ಯೋಜನೆ: [290,931,441,944]
body: ಬೆಂಗಳೂರು: ಕನ್ನಡ ಸಾಹಿತ್ಯ ಪರಿಷತ್ತಿನ ಅಧ್ಯಕ್ಷ ಮಹೇಶ ಜೋಶಿ ವಿರುದ್ಧದ ದೂರುಗಳಿಗೆ ಸಂಬಂಧಿಸಿದಂತೆ ತನಿಖೆ ನಡೆಸಲು ಸಹಕಾರ ಇಲಾಖೆ ಸಮಿತಿ ರಚಿಸಿದೆ. ಸಮಿತಿಯು 15 ದಿನಗಳೊಳಗೆ ವರದಿ ಸಲ್ಲಿಸುವಂತೆ ಸೂಚಿಸಿದೆ. ಪರಿಷತ್ತಿನ ಹಣಕಾಸು ವ್ಯವಹಾರ ಹಾಗೂ ಆಡಳಿತ ಕುರಿತು ದೂರು ಸಲ್ಲಿಕೆಯಾಗಿತ್ತು. [590,1497,930,1539]
headline: ಬೆಂಗಳೂರು ನಗರ ವಿವಿಯಿಂದ ಬೀಳ್ಕೊಡುಗೆ [34,1770,335,1795]
headline: ಮಾನವ ಕಳ್ಳಸಾಗಣೆ ಆಧುನಿಕ ಗುಲಾಮಗಿರಿ [932,495,1222,570]
table-header: ವರ್ಷ [509,969,575,984]
event-item: ಮ.ನಿ.ಪ್ರ. ಡಾ. ಮಹಾಂತ ಶಿವಯೋಗಿಗಳ ಜಯಂತಿ ಪ್ರಯುಕ್ತ ವ್ಯಸನಮುಕ್ತ ದಿನಾಚರಣೆ. ಸ್ಥಳ: ಗಾಂಧಿಭವನ ಸಮಯ: ಬೆಳಗ್ಗೆ 11 ಗಂಟೆಗೆ [1168,1782,1295,1845]
body: ಬೆಂಗಳೂರು: ನಗರದಲ್ಲಿ ಪೊಲೀಸ್ ಇಲಾಖೆಯಿಂದಲೇ ಟೋಯಿಂಗ್ ಆರಂಭಿಸುತ್ತೇವೆ. ಈ ಹಿಂದೆ ಗುತ್ತಿಗೆ ನೀಡಲಾಗಿತ್ತು. ಈ ಬಾರಿ ಪೊಲೀಸರೇ ಟೋಯಿಂಗ್ ಮಾಡುತ್ತಾರೆ. ಯಾವುದೇ ಕಿರುಕುಳ ಇಲ್ಲದಂತೆ ಕ್ರಮ ವಹಿಸಲಾಗುವುದು ಎಂದು ಗೃಹ ಸಚಿವ ಡಾ.ಜಿ.ಪರಮೇಶ್ವರ್ ತಿಳಿಸಿದರು. ಸುದ್ದಿಗಾರರೊಂದಿಗೆ ಮಾತನಾಡಿದ ಅವರು, ದ್ವಿಚಕ್ರ ವಾಹನಗಳನ್ನು ನಿಲ್ಲಿಸುವುದು ಸಮಸ್ಯೆಯಾಗಿದೆ. ಪಾರ್ಕಿಂಗ್ ವ್ಯವಸ್ಥೆಗೆ ಹೊಸ ನೀತಿ ರೂಪಿಸಲಾಗುವುದು ಎಂದರು. [590,1327,930,1399]
table-cell: 2023-24 [509,1044,575,1059]
weather-min-label: ಕನಿಷ್ಠ [1092,14,1109,25]
badge: ಸಭೆ [1102,88,1204,124]
body: ಬೆಂಗಳೂರು: ಮಾಗಡಿ ಶಾಸಕ ಬಾಲಕೃಷ್ಣ ಅವರ ಪತ್ನಿ ಹಾಗೂ ಮಾಜಿ ಸಹಪಾಠಿಯಲ್ಲಿ ಅಕ್ರಮ ಸೇರಿದಂತೆ 21 ಜನರು ಬೃಹತ್ ಭೂ ಹಗರಣದಲ್ಲಿ ಭಾಗಿಯಾಗಿದ್ದಾರೆ ಎಂದು ಭ್ರಷ್ಟಾಚಾರ ವಿರೋಧಿ ವೇದಿಕೆ ಅಧ್ಯಕ್ಷ ಎನ್.ಆರ್.ರಮೇಶ್ ದಾಖಲೆ ಬಿಡುಗಡೆಗೊಳಿಸಿದ್ದಾರೆ. ನಿರ್ದೇಶನಾಲಯ(ಇಡಿ) ಹಾಗೂ ಲೋಕಾಯುಕ್ತದಲ್ಲಿ ದೂರು ದಾಖಲಿಸಿದ ಅವರು, ಮಾಗಡಿ ತಾಲೂಕಿನ ಗ್ರಾಮಗಳಲ್ಲಿ ಸರ್ಕಾರಿ ಜಮೀನನ್ನು ಅಕ್ರಮವಾಗಿ ಕಬಳಿಸಲಾಗಿದೆ. ಸುಮಾರು 150 ಕೋಟಿ ರೂ. ಮೌಲ್ಯದ ಆಸ್ತಿ ಇದಾಗಿದ್ದು, ತನಿಖೆ ನಡೆಸಿ ಕ್ರಮ ಕೈಗೊಳ್ಳಬೇಕು. ಯಾವುದೇ ಕಾನೂನು ಪ್ರಕ್ರಿಯೆ ಪಾಲಿಸದೆ ಭೂ ಮಂಜೂರಾತಿ ಮಾಡಲಾಗಿದೆ ಎಂದು ಆರೋಪಿಸಿದರು. [290,1187,568,1304]
weather-min-value: 16 [1092,24,1129,54]
logo-tagline: ರಾಷ್ಟ್ರ ಜಾಗೃತಿಯ ದೈನಿಕ [86,42,154,52]
headline: ಜ್ಯೋತಿ ವಿರುದ್ಧ ದೂರು: ತನಿಖೆಗೆ ಸಮಿತಿ ರಚನೆ [590,1471,831,1490]
label-box: ದಾವೆ ಬಿಡುಗಡೆಗೊಳಿಸಿದ ಭ್ರಷ್ಟಾಚಾರ ವಿರೋಧಿ ವೇದಿಕೆ [290,1350,394,1450]
